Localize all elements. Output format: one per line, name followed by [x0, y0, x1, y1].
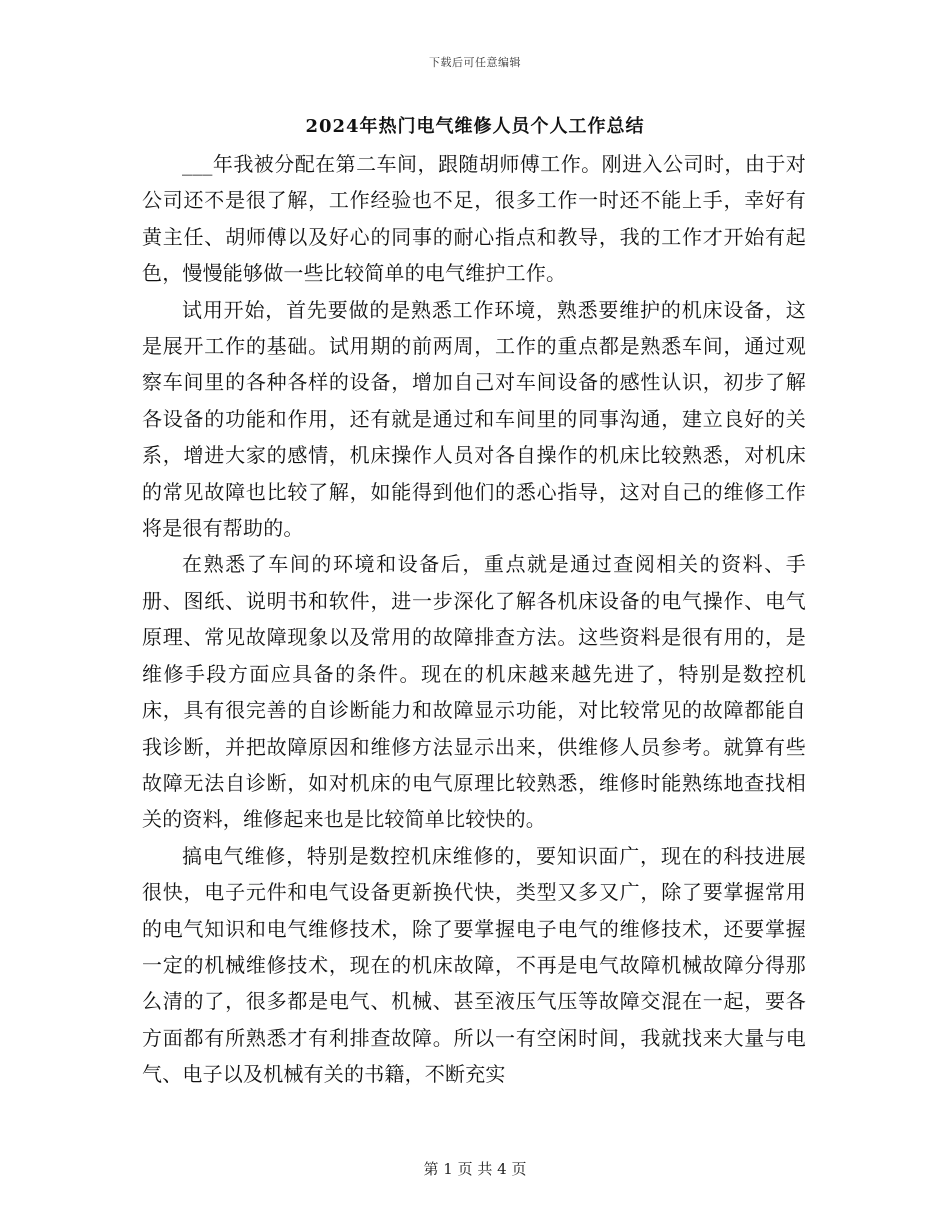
header-note: 下载后可任意编辑	[429, 56, 521, 69]
paragraph: 在熟悉了车间的环境和设备后，重点就是通过查阅相关的资料、手册、图纸、说明书和软件，进一步深化了解各机床设备的电气操作、电气原理、常见故障现象以及常用的故障排查方法。这些资料是很有用的，是维修手段方面应具备的条件。现在的机床越来越先进了，特别是数控机床，具有很完善的自诊断能力和故障显示功能，对比较常见的故障都能自我诊断，并把故障原因和维修方法显示出来，供维修人员参考。就算有些故障无法自诊断，如对机床的电气原理比较熟悉，维修时能熟练地查找相关的资料，维修起来也是比较简单比较快的。	[142, 552, 806, 832]
page-number: 第 1 页 共 4 页	[423, 1160, 527, 1178]
paragraph: 试用开始，首先要做的是熟悉工作环境，熟悉要维护的机床设备，这是展开工作的基础。试用期的前两周，工作的重点都是熟悉车间，通过观察车间里的各种各样的设备，增加自己对车间设备的感性认识，初步了解各设备的功能和作用，还有就是通过和车间里的同事沟通，建立良好的关系，增进大家的感情，机床操作人员对各自操作的机床比较熟悉，对机床的常见故障也比较了解，如能得到他们的悉心指导，这对自己的维修工作将是很有帮助的。	[142, 297, 806, 541]
document-title: 2024年热门电气维修人员个人工作总结	[305, 116, 645, 137]
paragraph: ___年我被分配在第二车间，跟随胡师傅工作。刚进入公司时，由于对公司还不是很了解，工作经验也不足，很多工作一时还不能上手，幸好有黄主任、胡师傅以及好心的同事的耐心指点和教导，我的工作才开始有起色，慢慢能够做一些比较简单的电气维护工作。	[142, 152, 806, 286]
document-body	[142, 146, 806, 1093]
paragraph: 搞电气维修，特别是数控机床维修的，要知识面广，现在的科技进展很快，电子元件和电气设备更新换代快，类型又多又广，除了要掌握常用的电气知识和电气维修技术，除了要掌握电子电气的维修技术，还要掌握一定的机械维修技术，现在的机床故障，不再是电气故障机械故障分得那么清的了，很多都是电气、机械、甚至液压气压等故障交混在一起，要各方面都有所熟悉才有利排查故障。所以一有空闲时间，我就找来大量与电气、电子以及机械有关的书籍，不断充实	[142, 843, 806, 1087]
